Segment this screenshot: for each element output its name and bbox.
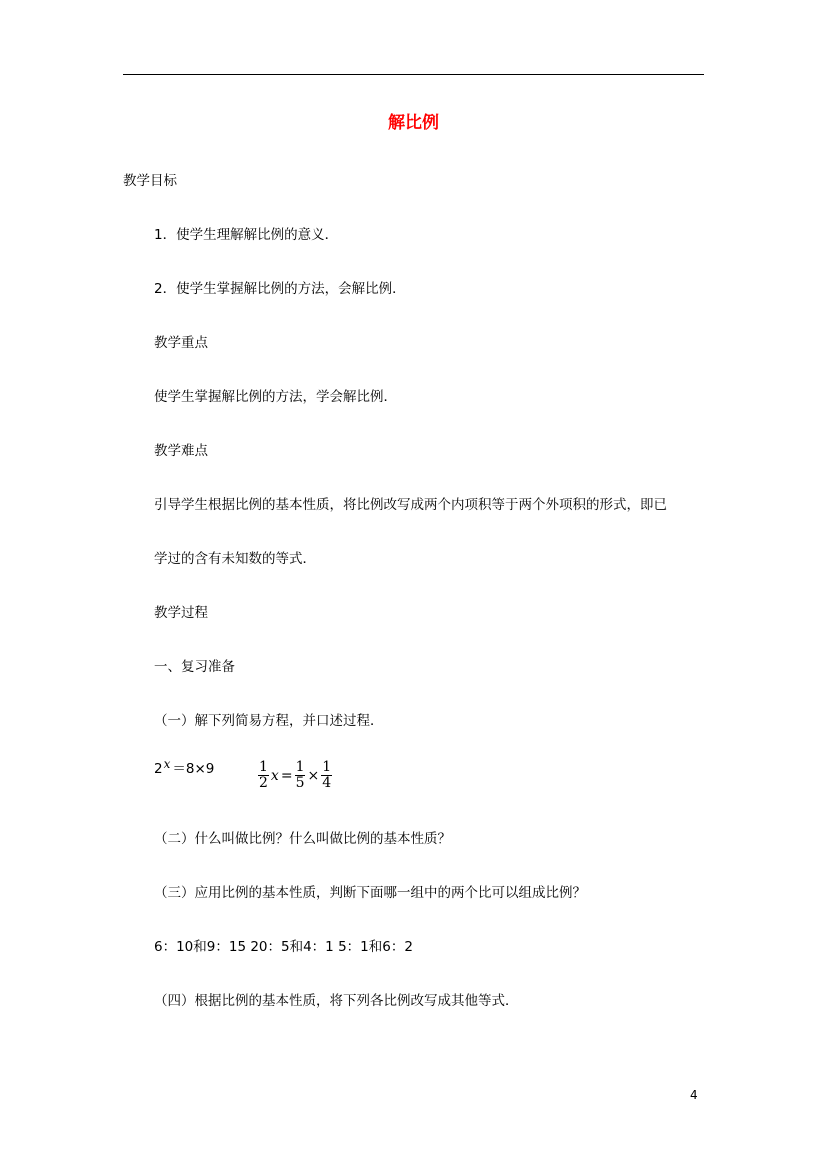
fraction-1-numerator: 1 bbox=[259, 759, 268, 775]
key-point-text: 使学生掌握解比例的方法，学会解比例． bbox=[154, 389, 397, 405]
page-number: 4 bbox=[690, 1088, 698, 1102]
goal-item-2: 2．使学生掌握解比例的方法，会解比例． bbox=[154, 281, 406, 297]
equation-2-variable: x bbox=[270, 767, 279, 784]
fraction-2-numerator: 1 bbox=[295, 759, 305, 775]
fraction-1 bbox=[258, 760, 269, 791]
equation-1-coefficient: 2 bbox=[154, 761, 163, 777]
review-item-2: （二）什么叫做比例？什么叫做比例的基本性质？ bbox=[154, 831, 451, 847]
fraction-3-numerator: 1 bbox=[322, 759, 332, 775]
difficulty-text-line-2: 学过的含有未知数的等式． bbox=[154, 551, 316, 567]
difficulty-text-line-1: 引导学生根据比例的基本性质，将比例改写成两个内项积等于两个外项积的形式，即已 bbox=[154, 497, 667, 513]
fraction-1-denominator: 2 bbox=[259, 775, 268, 791]
equation-1 bbox=[154, 757, 215, 778]
document-title: 解比例 bbox=[388, 113, 439, 133]
equation-2-equals: = bbox=[280, 767, 293, 784]
heading-teaching-process: 教学过程 bbox=[154, 605, 208, 621]
heading-difficulties: 教学难点 bbox=[154, 443, 208, 459]
section-review: 一、复习准备 bbox=[154, 659, 235, 675]
equation-1-variable: x bbox=[163, 757, 171, 771]
ratio-options: 6：10和9：15 20：5和4：1 5：1和6：2 bbox=[154, 939, 413, 955]
review-item-1: （一）解下列简易方程，并口述过程． bbox=[154, 713, 384, 729]
review-item-3: （三）应用比例的基本性质，判断下面哪一组中的两个比可以组成比例？ bbox=[154, 885, 586, 901]
fraction-2-denominator: 5 bbox=[295, 775, 305, 791]
goal-item-1: 1．使学生理解解比例的意义． bbox=[154, 227, 339, 243]
equation-2-times: × bbox=[307, 767, 320, 784]
equation-2 bbox=[257, 760, 333, 791]
fraction-2 bbox=[295, 760, 306, 791]
heading-key-points: 教学重点 bbox=[154, 335, 208, 351]
fraction-3 bbox=[321, 760, 332, 791]
fraction-3-denominator: 4 bbox=[322, 775, 332, 791]
review-item-4: （四）根据比例的基本性质，将下列各比例改写成其他等式． bbox=[154, 993, 519, 1009]
heading-teaching-goals: 教学目标 bbox=[123, 173, 177, 189]
equation-1-rhs: ＝8×9 bbox=[172, 761, 215, 777]
header-rule bbox=[123, 74, 704, 75]
